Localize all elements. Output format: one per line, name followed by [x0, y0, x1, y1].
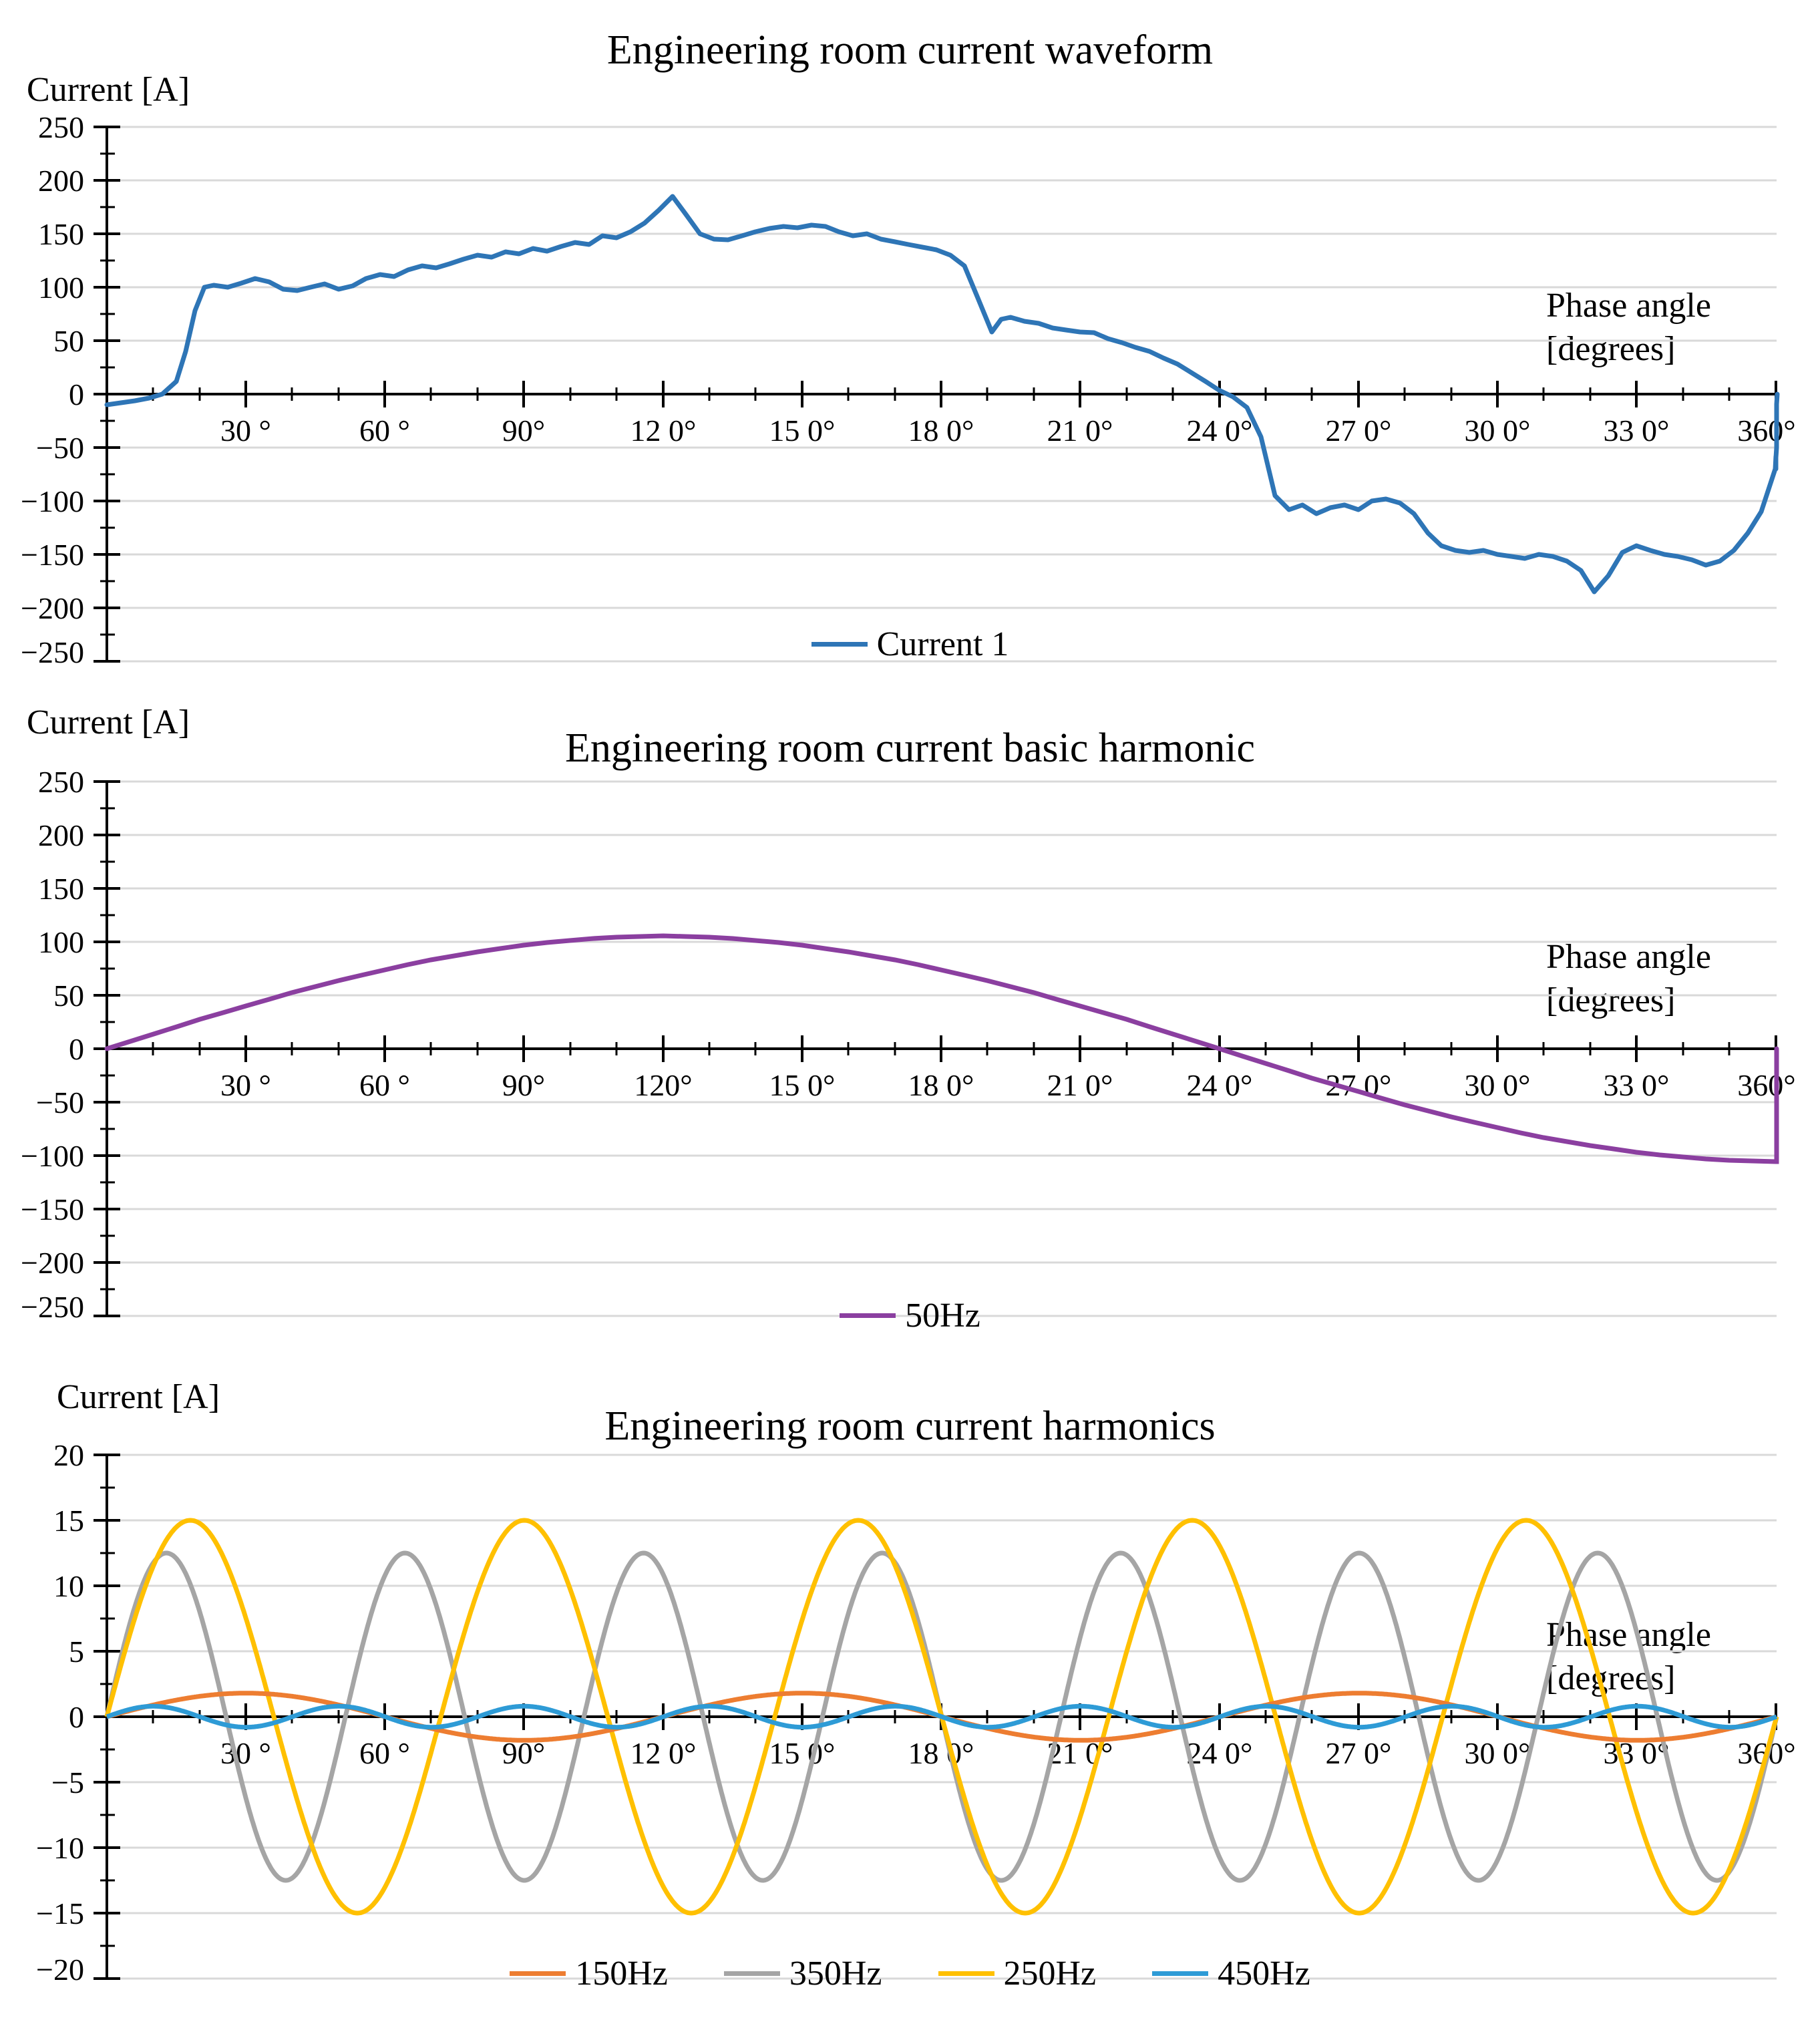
svg-text:15: 15	[53, 1504, 84, 1538]
svg-text:60 °: 60 °	[359, 1736, 410, 1770]
svg-text:33 0°: 33 0°	[1603, 1736, 1670, 1770]
svg-text:150: 150	[38, 872, 84, 906]
chart-3-x-axis-label-line1: Phase angle	[1546, 1616, 1711, 1654]
legend-label-350hz: 350Hz	[789, 1955, 882, 1993]
svg-text:200: 200	[38, 164, 84, 198]
svg-text:0: 0	[69, 377, 84, 411]
legend-item-150hz	[510, 1954, 668, 1993]
legend-label-150hz: 150Hz	[575, 1955, 668, 1993]
svg-text:30 °: 30 °	[220, 1736, 271, 1770]
legend-swatch-150hz	[510, 1971, 566, 1976]
svg-text:250: 250	[38, 114, 84, 144]
svg-text:30 °: 30 °	[220, 413, 271, 448]
svg-text:50: 50	[53, 324, 84, 358]
chart-3-legend	[0, 1954, 1820, 1993]
legend-item-250hz	[938, 1954, 1097, 1993]
svg-text:15 0°: 15 0°	[769, 413, 836, 448]
svg-text:30 0°: 30 0°	[1464, 1068, 1531, 1102]
svg-text:33 0°: 33 0°	[1603, 413, 1670, 448]
chart-2-legend	[0, 1296, 1820, 1335]
svg-text:24 0°: 24 0°	[1186, 1736, 1253, 1770]
svg-text:18 0°: 18 0°	[908, 413, 974, 448]
svg-text:24 0°: 24 0°	[1186, 413, 1253, 448]
svg-text:−10: −10	[36, 1831, 84, 1865]
svg-text:50: 50	[53, 979, 84, 1013]
svg-text:0: 0	[69, 1700, 84, 1734]
svg-text:120°: 120°	[634, 1068, 693, 1102]
chart-2-title: Engineering room current basic harmonic	[565, 725, 1255, 771]
svg-text:10: 10	[53, 1569, 84, 1603]
legend-swatch-450hz	[1152, 1971, 1208, 1976]
chart-2-plot-area	[0, 768, 1820, 1323]
legend-swatch-250hz	[938, 1971, 994, 1976]
legend-swatch-50hz	[840, 1313, 896, 1318]
svg-text:5: 5	[69, 1635, 84, 1669]
svg-text:−200: −200	[21, 1246, 84, 1280]
svg-text:15 0°: 15 0°	[769, 1068, 836, 1102]
svg-text:12 0°: 12 0°	[630, 413, 697, 448]
svg-text:21 0°: 21 0°	[1047, 1736, 1113, 1770]
svg-text:−150: −150	[21, 1192, 84, 1226]
svg-text:60 °: 60 °	[359, 413, 410, 448]
legend-label-450hz: 450Hz	[1218, 1955, 1310, 1993]
legend-swatch-350hz	[724, 1971, 780, 1976]
chart-2-y-axis-label: Current [A]	[27, 703, 190, 741]
svg-text:0: 0	[69, 1032, 84, 1066]
chart-1-plot-area	[0, 114, 1820, 668]
legend-label-50hz: 50Hz	[905, 1297, 980, 1335]
legend-swatch-current-1	[811, 642, 868, 647]
chart-2-basic-harmonic	[0, 688, 1820, 1363]
svg-text:−200: −200	[21, 591, 84, 625]
svg-text:18 0°: 18 0°	[908, 1736, 974, 1770]
svg-text:−150: −150	[21, 538, 84, 572]
chart-1-legend	[0, 625, 1820, 664]
svg-text:12 0°: 12 0°	[630, 1736, 697, 1770]
svg-text:360°: 360°	[1737, 1068, 1796, 1102]
svg-text:24 0°: 24 0°	[1186, 1068, 1253, 1102]
svg-text:100: 100	[38, 925, 84, 959]
svg-text:33 0°: 33 0°	[1603, 1068, 1670, 1102]
svg-text:27 0°: 27 0°	[1325, 413, 1392, 448]
chart-1-y-axis-label: Current [A]	[27, 71, 190, 109]
legend-item-50hz	[840, 1296, 980, 1335]
svg-text:27 0°: 27 0°	[1325, 1736, 1392, 1770]
svg-text:−50: −50	[36, 431, 84, 465]
chart-3-title: Engineering room current harmonics	[604, 1403, 1216, 1449]
svg-text:27 0°: 27 0°	[1325, 1068, 1392, 1102]
svg-text:−250: −250	[21, 1290, 84, 1323]
svg-text:15 0°: 15 0°	[769, 1736, 836, 1770]
chart-3-y-axis-label: Current [A]	[57, 1378, 220, 1416]
svg-text:360°: 360°	[1737, 1736, 1796, 1770]
svg-text:30 0°: 30 0°	[1464, 413, 1531, 448]
svg-text:20: 20	[53, 1442, 84, 1472]
chart-2-x-axis-label-line1: Phase angle	[1546, 938, 1711, 976]
svg-text:90°: 90°	[502, 1068, 546, 1102]
legend-label-current-1: Current 1	[876, 625, 1009, 663]
svg-text:250: 250	[38, 768, 84, 799]
legend-item-350hz	[724, 1954, 882, 1993]
svg-text:60 °: 60 °	[359, 1068, 410, 1102]
chart-1-title: Engineering room current waveform	[606, 27, 1214, 73]
svg-text:−100: −100	[21, 1139, 84, 1173]
legend-item-current-1	[811, 625, 1009, 664]
svg-text:−100: −100	[21, 484, 84, 518]
chart-3-harmonics	[0, 1363, 1820, 2028]
svg-text:18 0°: 18 0°	[908, 1068, 974, 1102]
svg-text:100: 100	[38, 271, 84, 305]
legend-label-250hz: 250Hz	[1003, 1955, 1097, 1993]
chart-3-x-axis-label-line2: [degrees]	[1546, 1659, 1676, 1697]
svg-text:−15: −15	[36, 1896, 84, 1930]
chart-2-x-axis-label-line2: [degrees]	[1546, 981, 1676, 1019]
svg-text:90°: 90°	[502, 1736, 546, 1770]
svg-text:−250: −250	[21, 635, 84, 668]
svg-text:21 0°: 21 0°	[1047, 1068, 1113, 1102]
svg-text:30 °: 30 °	[220, 1068, 271, 1102]
svg-text:150: 150	[38, 217, 84, 251]
svg-text:90°: 90°	[502, 413, 546, 448]
svg-text:200: 200	[38, 818, 84, 852]
legend-item-450hz	[1152, 1954, 1310, 1993]
svg-text:30 0°: 30 0°	[1464, 1736, 1531, 1770]
chart-1-x-axis-label-line2: [degrees]	[1546, 330, 1676, 368]
chart-3-plot-area	[0, 1442, 1820, 1983]
svg-text:−5: −5	[51, 1765, 84, 1800]
chart-1-waveform	[0, 0, 1820, 688]
svg-text:21 0°: 21 0°	[1047, 413, 1113, 448]
svg-text:360°: 360°	[1737, 413, 1796, 448]
svg-text:−20: −20	[36, 1953, 84, 1983]
svg-text:−50: −50	[36, 1085, 84, 1120]
chart-1-x-axis-label-line1: Phase angle	[1546, 287, 1711, 325]
